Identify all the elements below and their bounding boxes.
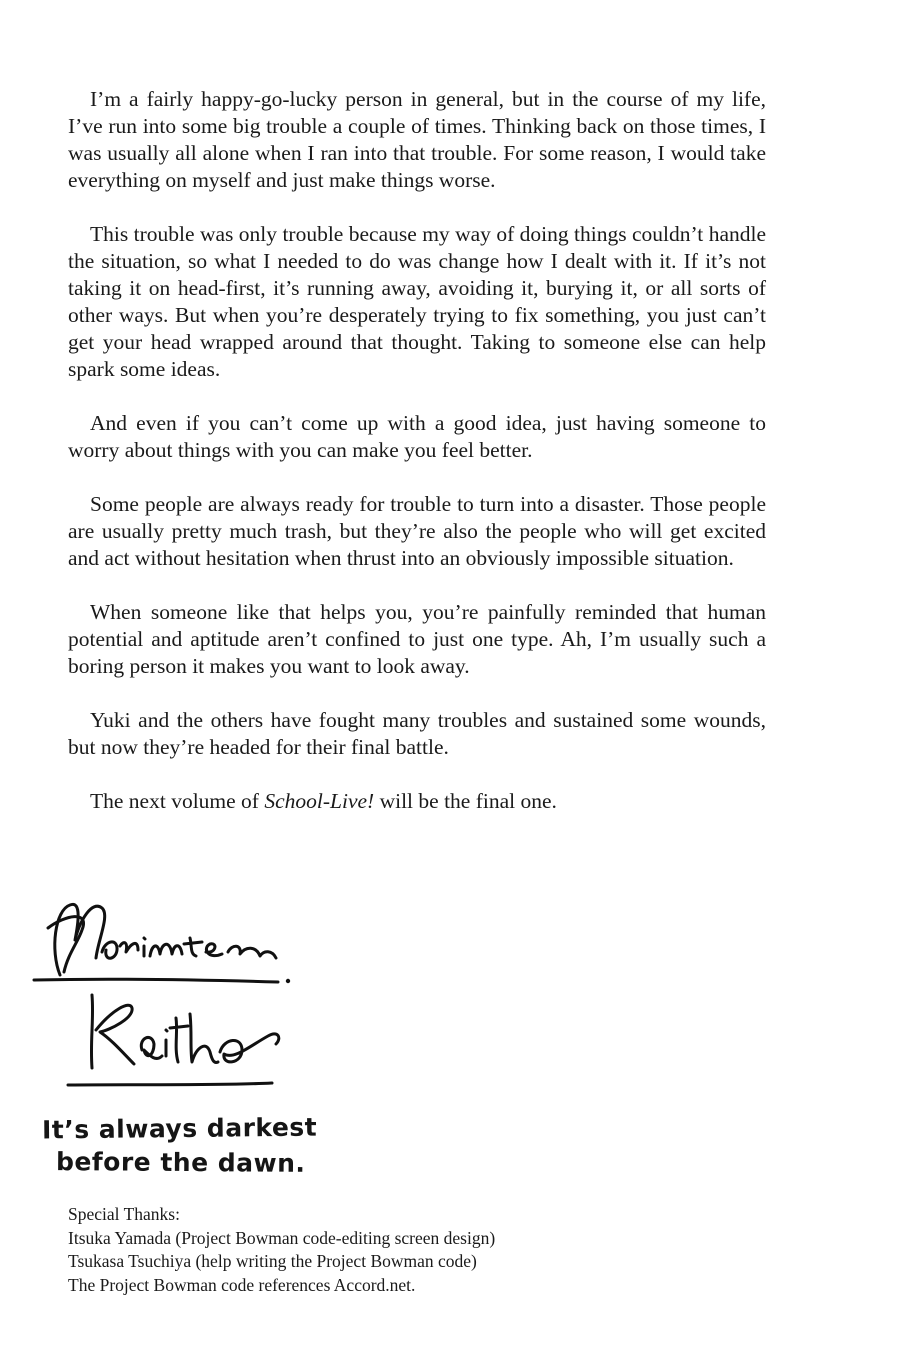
signature-stroke xyxy=(102,942,117,958)
final-paragraph xyxy=(68,788,766,815)
final-line-after: will be the final one. xyxy=(374,789,557,813)
paragraph: And even if you can’t come up with a good idea, just having someone to worry about things with you can make you feel better. xyxy=(68,411,766,462)
signature-stroke xyxy=(120,943,138,952)
signature-dot xyxy=(286,979,290,983)
paragraph: When someone like that helps you, you’re painfully reminded that human potential and aptitude aren’t confined to just one type. Ah, I’m usually such a boring person it makes you want to look away. xyxy=(68,600,766,678)
signature-stroke xyxy=(150,944,182,956)
special-thanks-line: The Project Bowman code references Accord.net. xyxy=(68,1274,416,1295)
signature-stroke xyxy=(144,938,145,956)
signature-stroke xyxy=(184,938,202,956)
afterword-body xyxy=(68,86,766,842)
paragraph: Yuki and the others have fought many troubles and sustained some wounds, but now they’re headed for their final battle. xyxy=(68,708,766,759)
signature-stroke xyxy=(141,1037,162,1058)
signature-stroke xyxy=(166,1030,167,1056)
signature-stroke xyxy=(190,1014,218,1063)
paragraph: This trouble was only trouble because my way of doing things couldn’t handle the situation, so what I needed to do was change how I dealt with it. If it’s not taking it on head-first, it’s running away, avoiding it, burying it, or all sorts of other ways. But when you’re desperately trying to fix something, you just can’t get your head wrapped around that thought. Taking to someone else can help spark some ideas. xyxy=(68,222,766,381)
special-thanks-heading: Special Thanks: xyxy=(68,1204,180,1224)
final-line-before: The next volume of xyxy=(90,789,265,813)
handwritten-line-1: It’s always darkest xyxy=(41,1112,318,1145)
signature-stroke xyxy=(55,904,105,975)
handwritten-note xyxy=(42,1112,317,1180)
special-thanks-line: Tsukasa Tsuchiya (help writing the Project Bowman code) xyxy=(68,1251,477,1272)
author-signature xyxy=(20,880,320,1090)
signature-stroke xyxy=(220,1034,279,1062)
series-title: School-Live! xyxy=(264,789,375,813)
signature-stroke xyxy=(91,995,92,1068)
special-thanks-line: Itsuka Yamada (Project Bowman code-editing screen design) xyxy=(68,1227,496,1248)
signature-stroke xyxy=(228,946,276,958)
signature-stroke xyxy=(34,979,278,982)
signature-stroke xyxy=(68,1083,272,1085)
signature-stroke xyxy=(170,1018,188,1062)
paragraph: Some people are always ready for trouble to turn into a disaster. Those people are usually pretty much trash, but they’re also the people who will get excited and act without hesitation when thrust into an obviously impossible situation. xyxy=(68,492,766,570)
signature-stroke xyxy=(96,1005,134,1064)
paragraph: I’m a fairly happy-go-lucky person in general, but in the course of my life, I’ve run into some big trouble a couple of times. Thinking back on those times, I was usually all alone when I ran into that trouble. For some reason, I would take everything on myself and just make things worse. xyxy=(68,87,766,192)
signature-stroke xyxy=(206,944,222,956)
handwritten-line-2: before the dawn. xyxy=(55,1147,306,1178)
special-thanks xyxy=(68,1203,495,1297)
